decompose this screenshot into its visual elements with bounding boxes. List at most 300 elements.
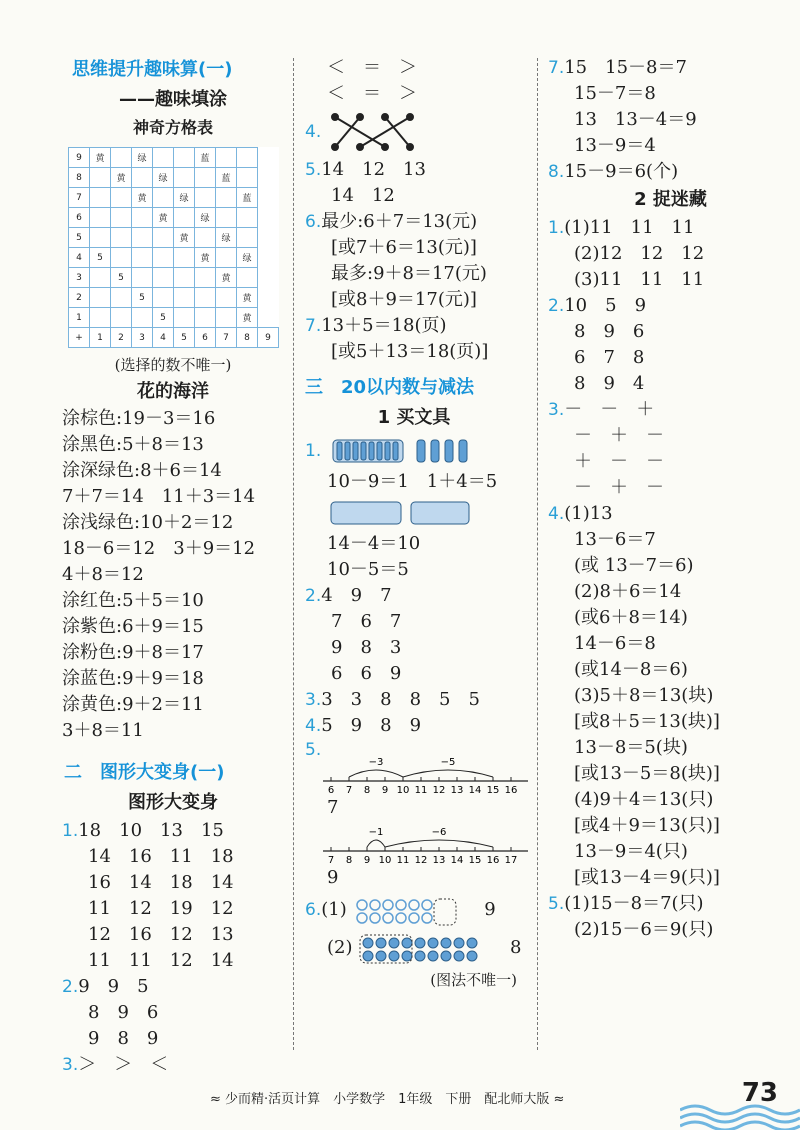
- tick-label: 7: [327, 855, 335, 865]
- answer-text: 15－9＝6(个): [564, 161, 679, 182]
- question-1: [62, 818, 284, 974]
- question-number: 2.: [548, 296, 565, 316]
- grid-cell: [216, 248, 237, 268]
- answer-line: 14－6＝8: [574, 633, 656, 654]
- circle-group-diagram-1: [352, 893, 462, 927]
- grid-cell: [132, 228, 153, 248]
- circle-item: [441, 951, 451, 961]
- jump-arc: [349, 770, 403, 777]
- tick-label: 12: [432, 785, 446, 795]
- comparison-row: ＜ ＝ ＞: [327, 57, 417, 78]
- question-number: 5.: [548, 894, 565, 914]
- answer-line: 8 9 6: [88, 1002, 159, 1023]
- grid-cell: 黄: [237, 288, 258, 308]
- page-footer: [0, 1070, 800, 1130]
- grid-cell: 绿: [195, 208, 216, 228]
- grid-cell: [153, 288, 174, 308]
- page-number: 73: [741, 1078, 778, 1108]
- question-number: 4.: [548, 504, 565, 524]
- grid-cell: 蓝: [237, 188, 258, 208]
- answer-line: [305, 157, 523, 183]
- flower-line: 涂红色:5＋5＝10: [62, 590, 204, 611]
- circle-item: [402, 938, 412, 948]
- grid-cell: 8: [69, 168, 90, 188]
- grid-cell: 2: [69, 288, 90, 308]
- grid-cell: [195, 288, 216, 308]
- question-6: [305, 209, 523, 313]
- column-right: [548, 55, 793, 943]
- grid-cell: 黄: [153, 208, 174, 228]
- grid-row: [69, 168, 279, 188]
- answer-line: [305, 209, 523, 235]
- answer-line: (或6＋8＝14): [574, 607, 688, 628]
- grid-row: [69, 268, 279, 288]
- circle-item: [389, 938, 399, 948]
- grid-cell: 黄: [132, 188, 153, 208]
- section2-subtitle: 图形大变身: [128, 792, 218, 813]
- tick-label: 14: [450, 855, 464, 865]
- answer-line: － ＋ －: [574, 425, 664, 446]
- column-divider: [537, 58, 538, 1050]
- answer-text: 4 9 7: [321, 585, 392, 606]
- s3-question-4: [305, 713, 523, 739]
- tick-label: 7: [345, 785, 353, 795]
- jump-label: −6: [431, 827, 447, 838]
- grid-cell: 蓝: [216, 168, 237, 188]
- answer-line: [或8＋5＝13(块)]: [574, 711, 720, 732]
- answer-line: 9 8 9: [88, 1028, 159, 1049]
- s3-question-6-part-1: [305, 891, 523, 929]
- flower-line: 涂棕色:19－3＝16: [62, 408, 216, 429]
- grid-cell: 绿: [153, 168, 174, 188]
- answer-line: (或14－8＝6): [574, 659, 688, 680]
- answer-line: (2)12 12 12: [574, 243, 705, 264]
- circle-item: [467, 938, 477, 948]
- answer-text: ＞ ＞ ＜: [78, 1054, 169, 1075]
- answer-line: (或 13－7＝6): [574, 555, 694, 576]
- question-7: [548, 55, 793, 159]
- grid-cell: 1: [90, 328, 111, 348]
- stick: [345, 442, 350, 460]
- grid-row: [69, 308, 279, 328]
- grid-cell: 7: [69, 188, 90, 208]
- grid-cell: [195, 168, 216, 188]
- answer-line: [548, 397, 793, 423]
- question-number: 3.: [62, 1055, 79, 1075]
- grid-cell: [132, 248, 153, 268]
- grid-cell: [195, 228, 216, 248]
- grid-cell: [216, 208, 237, 228]
- answer-line: [548, 215, 793, 241]
- flower-line: 18－6＝12 3＋9＝12: [62, 538, 256, 559]
- circle-item: [383, 913, 393, 923]
- circle-item: [389, 951, 399, 961]
- grid-cell: 5: [90, 248, 111, 268]
- answer-line: ＋ － －: [574, 451, 664, 472]
- grid-cell: [216, 308, 237, 328]
- grid-cell: +: [69, 328, 90, 348]
- answer-text: (1)15－8＝7(只): [564, 893, 704, 914]
- grid-cell: 8: [237, 328, 258, 348]
- answer-text: 14 12 13: [321, 159, 426, 180]
- tick-label: 13: [432, 855, 446, 865]
- answer-line: 11 12 19 12: [88, 898, 234, 919]
- question-2: [548, 293, 793, 397]
- circle-item: [441, 938, 451, 948]
- answer-text: 5 9 8 9: [321, 715, 422, 736]
- s3-q1-answers-a: [305, 469, 523, 495]
- grid-cell: [237, 148, 258, 168]
- tick-label: 8: [363, 785, 371, 795]
- answer-line: [或7＋6＝13(元)]: [331, 237, 477, 258]
- grid-cell: 4: [69, 248, 90, 268]
- grid-cell: [111, 248, 132, 268]
- answer-text: 3 3 8 8 5 5: [321, 689, 480, 710]
- flower-line: 涂黄色:9＋2＝11: [62, 694, 204, 715]
- grid-cell: 5: [174, 328, 195, 348]
- counting-sticks-a: [327, 434, 507, 468]
- part-label: (1): [321, 899, 347, 920]
- diagram-note: (图法不唯一): [430, 971, 517, 989]
- question-number: 7.: [548, 58, 565, 78]
- grid-cell: [111, 148, 132, 168]
- grid-row: [69, 248, 279, 268]
- matching-lines-diagram: [327, 109, 437, 155]
- question-number: 1.: [62, 821, 79, 841]
- answer-text: 最少:6＋7＝13(元): [321, 211, 478, 232]
- answer-line: 10－5＝5: [327, 559, 409, 580]
- flower-line: 4＋8＝12: [62, 564, 144, 585]
- grid-cell: [216, 148, 237, 168]
- grid-note: (选择的数不唯一): [114, 356, 232, 374]
- answer-line: 11 11 12 14: [88, 950, 234, 971]
- answer-line: [或8＋9＝17(元)]: [331, 289, 477, 310]
- question-number: 1.: [548, 218, 565, 238]
- circle-item: [454, 938, 464, 948]
- question-3: [548, 397, 793, 501]
- grid-cell: [153, 188, 174, 208]
- grid-cell: 黄: [174, 228, 195, 248]
- circle-item: [363, 938, 373, 948]
- grid-cell: 7: [216, 328, 237, 348]
- grid-cell: 1: [69, 308, 90, 328]
- grid-cell: [90, 288, 111, 308]
- grid-cell: 黄: [237, 308, 258, 328]
- circle-item: [376, 951, 386, 961]
- grid-cell: [111, 308, 132, 328]
- tick-label: 10: [378, 855, 392, 865]
- question-number: 4.: [305, 716, 322, 736]
- circle-item: [357, 913, 367, 923]
- grid-cell: [153, 148, 174, 168]
- s3-question-6-part-2: [305, 929, 523, 967]
- grid-cell: 绿: [237, 248, 258, 268]
- question-number: 7.: [305, 316, 322, 336]
- circle-item: [422, 900, 432, 910]
- s3-question-2: [305, 583, 523, 687]
- jump-arc: [385, 840, 493, 847]
- number-line-1: [323, 751, 533, 795]
- tick-label: 11: [414, 785, 428, 795]
- answer-line: [或13－5＝8(块)]: [574, 763, 720, 784]
- part-label: (2): [327, 937, 353, 958]
- question-number: 1.: [305, 441, 322, 461]
- counting-sticks-b: [327, 496, 487, 530]
- grid-cell: [174, 148, 195, 168]
- circle-item: [409, 913, 419, 923]
- comparison-answers: [305, 55, 523, 107]
- grid-cell: [132, 308, 153, 328]
- answer-line: [548, 293, 793, 319]
- circle-item: [396, 900, 406, 910]
- tick-label: 13: [450, 785, 464, 795]
- tick-label: 12: [414, 855, 428, 865]
- question-number: 5.: [305, 160, 322, 180]
- answer-line: [548, 501, 793, 527]
- stick: [377, 442, 382, 460]
- question-number: 3.: [305, 690, 322, 710]
- grid-cell: [216, 288, 237, 308]
- stick: [385, 442, 390, 460]
- grid-row: [69, 188, 279, 208]
- answer-line: [或4＋9＝13(只)]: [574, 815, 720, 836]
- grid-cell: 9: [69, 148, 90, 168]
- stick: [353, 442, 358, 460]
- grid-cell: 黄: [195, 248, 216, 268]
- tick-label: 15: [486, 785, 500, 795]
- tick-label: 14: [468, 785, 482, 795]
- grid-cell: [111, 188, 132, 208]
- grid-cell: [237, 168, 258, 188]
- answer-line: (3)5＋8＝13(块): [574, 685, 714, 706]
- answer-line: [305, 687, 523, 713]
- answer-text: 13＋5＝18(页): [321, 315, 447, 336]
- question-number: 8.: [548, 162, 565, 182]
- answer-line: 16 14 18 14: [88, 872, 234, 893]
- question-7: [305, 313, 523, 365]
- answer-line: 13－8＝5(块): [574, 737, 688, 758]
- grid-row: [69, 288, 279, 308]
- column-divider: [293, 58, 294, 1050]
- answer-line: [305, 583, 523, 609]
- grid-cell: 5: [153, 308, 174, 328]
- section3-title: 三 20以内数与减法: [305, 377, 475, 398]
- answer-text: 9 9 5: [78, 976, 149, 997]
- stick: [369, 442, 374, 460]
- answer-line: (2)15－6＝9(只): [574, 919, 714, 940]
- answer-line: 14－4＝10: [327, 533, 421, 554]
- s3-question-3: [305, 687, 523, 713]
- grid-cell: 4: [153, 328, 174, 348]
- stick: [337, 442, 342, 460]
- circle-item: [402, 951, 412, 961]
- section2-title: 二 图形大变身(一): [64, 762, 225, 783]
- grid-cell: [237, 208, 258, 228]
- circle-item: [370, 913, 380, 923]
- grid-cell: [132, 168, 153, 188]
- grid-cell: [111, 288, 132, 308]
- question-8: [548, 159, 793, 185]
- circle-item: [370, 900, 380, 910]
- wave-decoration: [680, 1096, 800, 1130]
- answer-line: (3)11 11 11: [574, 269, 705, 290]
- answer-line: 8 9 6: [574, 321, 645, 342]
- flower-line: 涂粉色:9＋8＝17: [62, 642, 204, 663]
- stick: [361, 442, 366, 460]
- answer-text: － － ＋: [564, 399, 655, 420]
- grid-cell: 2: [111, 328, 132, 348]
- grid-cell: [132, 208, 153, 228]
- answer-line: 13 13－4＝9: [574, 109, 697, 130]
- tick-label: 17: [504, 855, 518, 865]
- question-number: 6.: [305, 212, 322, 232]
- tick-label: 11: [396, 855, 410, 865]
- flower-line: 涂浅绿色:10＋2＝12: [62, 512, 234, 533]
- part-answer: 9: [484, 899, 496, 920]
- flower-line: 涂黑色:5＋8＝13: [62, 434, 204, 455]
- section3-subtitle: 1 买文具: [377, 407, 451, 428]
- answer-line: [548, 55, 793, 81]
- number-line-2: [323, 821, 533, 865]
- stick: [393, 442, 398, 460]
- grid-row: [69, 148, 279, 168]
- answer-text: (1)11 11 11: [564, 217, 695, 238]
- magic-grid-table: [68, 147, 279, 348]
- grid-cell: 3: [132, 328, 153, 348]
- grid-cell: [111, 208, 132, 228]
- grid-cell: [195, 268, 216, 288]
- grid-cell: [153, 228, 174, 248]
- answer-line: 9 8 3: [331, 637, 402, 658]
- grid-cell: 3: [69, 268, 90, 288]
- magic-grid: [68, 147, 284, 348]
- grid-cell: 5: [132, 288, 153, 308]
- flower-line: 7＋7＝14 11＋3＝14: [62, 486, 256, 507]
- tick-label: 16: [486, 855, 500, 865]
- grid-cell: [90, 228, 111, 248]
- section-subtitle: 2 捉迷藏: [634, 189, 707, 210]
- circle-item: [454, 951, 464, 961]
- answer-line: [62, 974, 284, 1000]
- flower-line: 3＋8＝11: [62, 720, 144, 741]
- circle-item: [357, 900, 367, 910]
- grid-cell: [216, 188, 237, 208]
- answer-line: 13－9＝4: [574, 135, 656, 156]
- flower-line: 涂蓝色:9＋9＝18: [62, 668, 204, 689]
- grid-cell: 蓝: [195, 148, 216, 168]
- grid-cell: [174, 208, 195, 228]
- footer-text: ≈ 少而精·活页计算 小学数学 1年级 下册 配北师大版 ≈: [210, 1092, 565, 1107]
- question-5: [305, 157, 523, 209]
- answer-line: 12 16 12 13: [88, 924, 234, 945]
- answer-line: 最多:9＋8＝17(元): [331, 263, 487, 284]
- flower-line: 涂深绿色:8＋6＝14: [62, 460, 222, 481]
- question-number: 2.: [305, 586, 322, 606]
- flower-line: 涂紫色:6＋9＝15: [62, 616, 204, 637]
- number-line-1-answer: 7: [327, 797, 339, 818]
- answer-line: 6 7 8: [574, 347, 645, 368]
- tick-label: 9: [363, 855, 371, 865]
- grid-cell: 6: [195, 328, 216, 348]
- tick-label: 15: [468, 855, 482, 865]
- jump-arc: [367, 840, 385, 847]
- grid-cell: 绿: [174, 188, 195, 208]
- answer-line: [548, 159, 793, 185]
- tick-label: 10: [396, 785, 410, 795]
- grid-cell: 黄: [216, 268, 237, 288]
- column-left: [62, 55, 284, 1078]
- grid-cell: [90, 308, 111, 328]
- grid-cell: 黄: [111, 168, 132, 188]
- answer-line: [548, 891, 793, 917]
- grid-cell: 9: [258, 328, 279, 348]
- s3-q1-answers-b: [305, 531, 523, 583]
- grid-cell: [90, 188, 111, 208]
- comparison-row: ＜ ＝ ＞: [327, 83, 417, 104]
- circle-item: [428, 951, 438, 961]
- answer-line: (4)9＋4＝13(只): [574, 789, 714, 810]
- s3-question-1: [305, 433, 523, 469]
- answer-line: 13－9＝4(只): [574, 841, 688, 862]
- jump-label: −1: [368, 827, 384, 838]
- grid-cell: [174, 268, 195, 288]
- circle-item: [467, 951, 477, 961]
- tick-label: 9: [381, 785, 389, 795]
- flower-title: 花的海洋: [137, 381, 209, 402]
- grid-cell: [111, 228, 132, 248]
- section-subtitle: ——趣味填涂: [119, 89, 227, 110]
- part-answer: 8: [509, 937, 522, 958]
- section-title: 思维提升趣味算(一): [72, 59, 233, 80]
- circle-item: [383, 900, 393, 910]
- question-4: [305, 107, 523, 157]
- question-2: [62, 974, 284, 1052]
- circle-item: [422, 913, 432, 923]
- question-5: [548, 891, 793, 943]
- circle-item: [415, 951, 425, 961]
- circle-item: [363, 951, 373, 961]
- grid-cell: [174, 288, 195, 308]
- grid-cell: [174, 248, 195, 268]
- question-4: [548, 501, 793, 891]
- circle-item: [396, 913, 406, 923]
- grid-cell: 绿: [132, 148, 153, 168]
- answer-line: [305, 713, 523, 739]
- grid-cell: [153, 268, 174, 288]
- grid-cell: [174, 168, 195, 188]
- grid-cell: [90, 208, 111, 228]
- grid-row: [69, 208, 279, 228]
- question-number: 6.: [305, 900, 322, 920]
- circle-item: [428, 938, 438, 948]
- circle-group-diagram-2: [358, 931, 488, 965]
- grid-cell: [237, 228, 258, 248]
- grid-row: [69, 228, 279, 248]
- tick-label: 6: [327, 785, 335, 795]
- grid-cell: [153, 248, 174, 268]
- grid-cell: 5: [111, 268, 132, 288]
- grid-cell: 5: [69, 228, 90, 248]
- answer-line: 14 16 11 18: [88, 846, 234, 867]
- question-number: 4.: [305, 122, 322, 142]
- grid-cell: 6: [69, 208, 90, 228]
- question-number: 5.: [305, 740, 322, 760]
- grid-cell: [237, 268, 258, 288]
- question-1: [548, 215, 793, 293]
- grid-title: 神奇方格表: [132, 118, 213, 137]
- answer-line: [62, 818, 284, 844]
- answer-line: 8 9 4: [574, 373, 645, 394]
